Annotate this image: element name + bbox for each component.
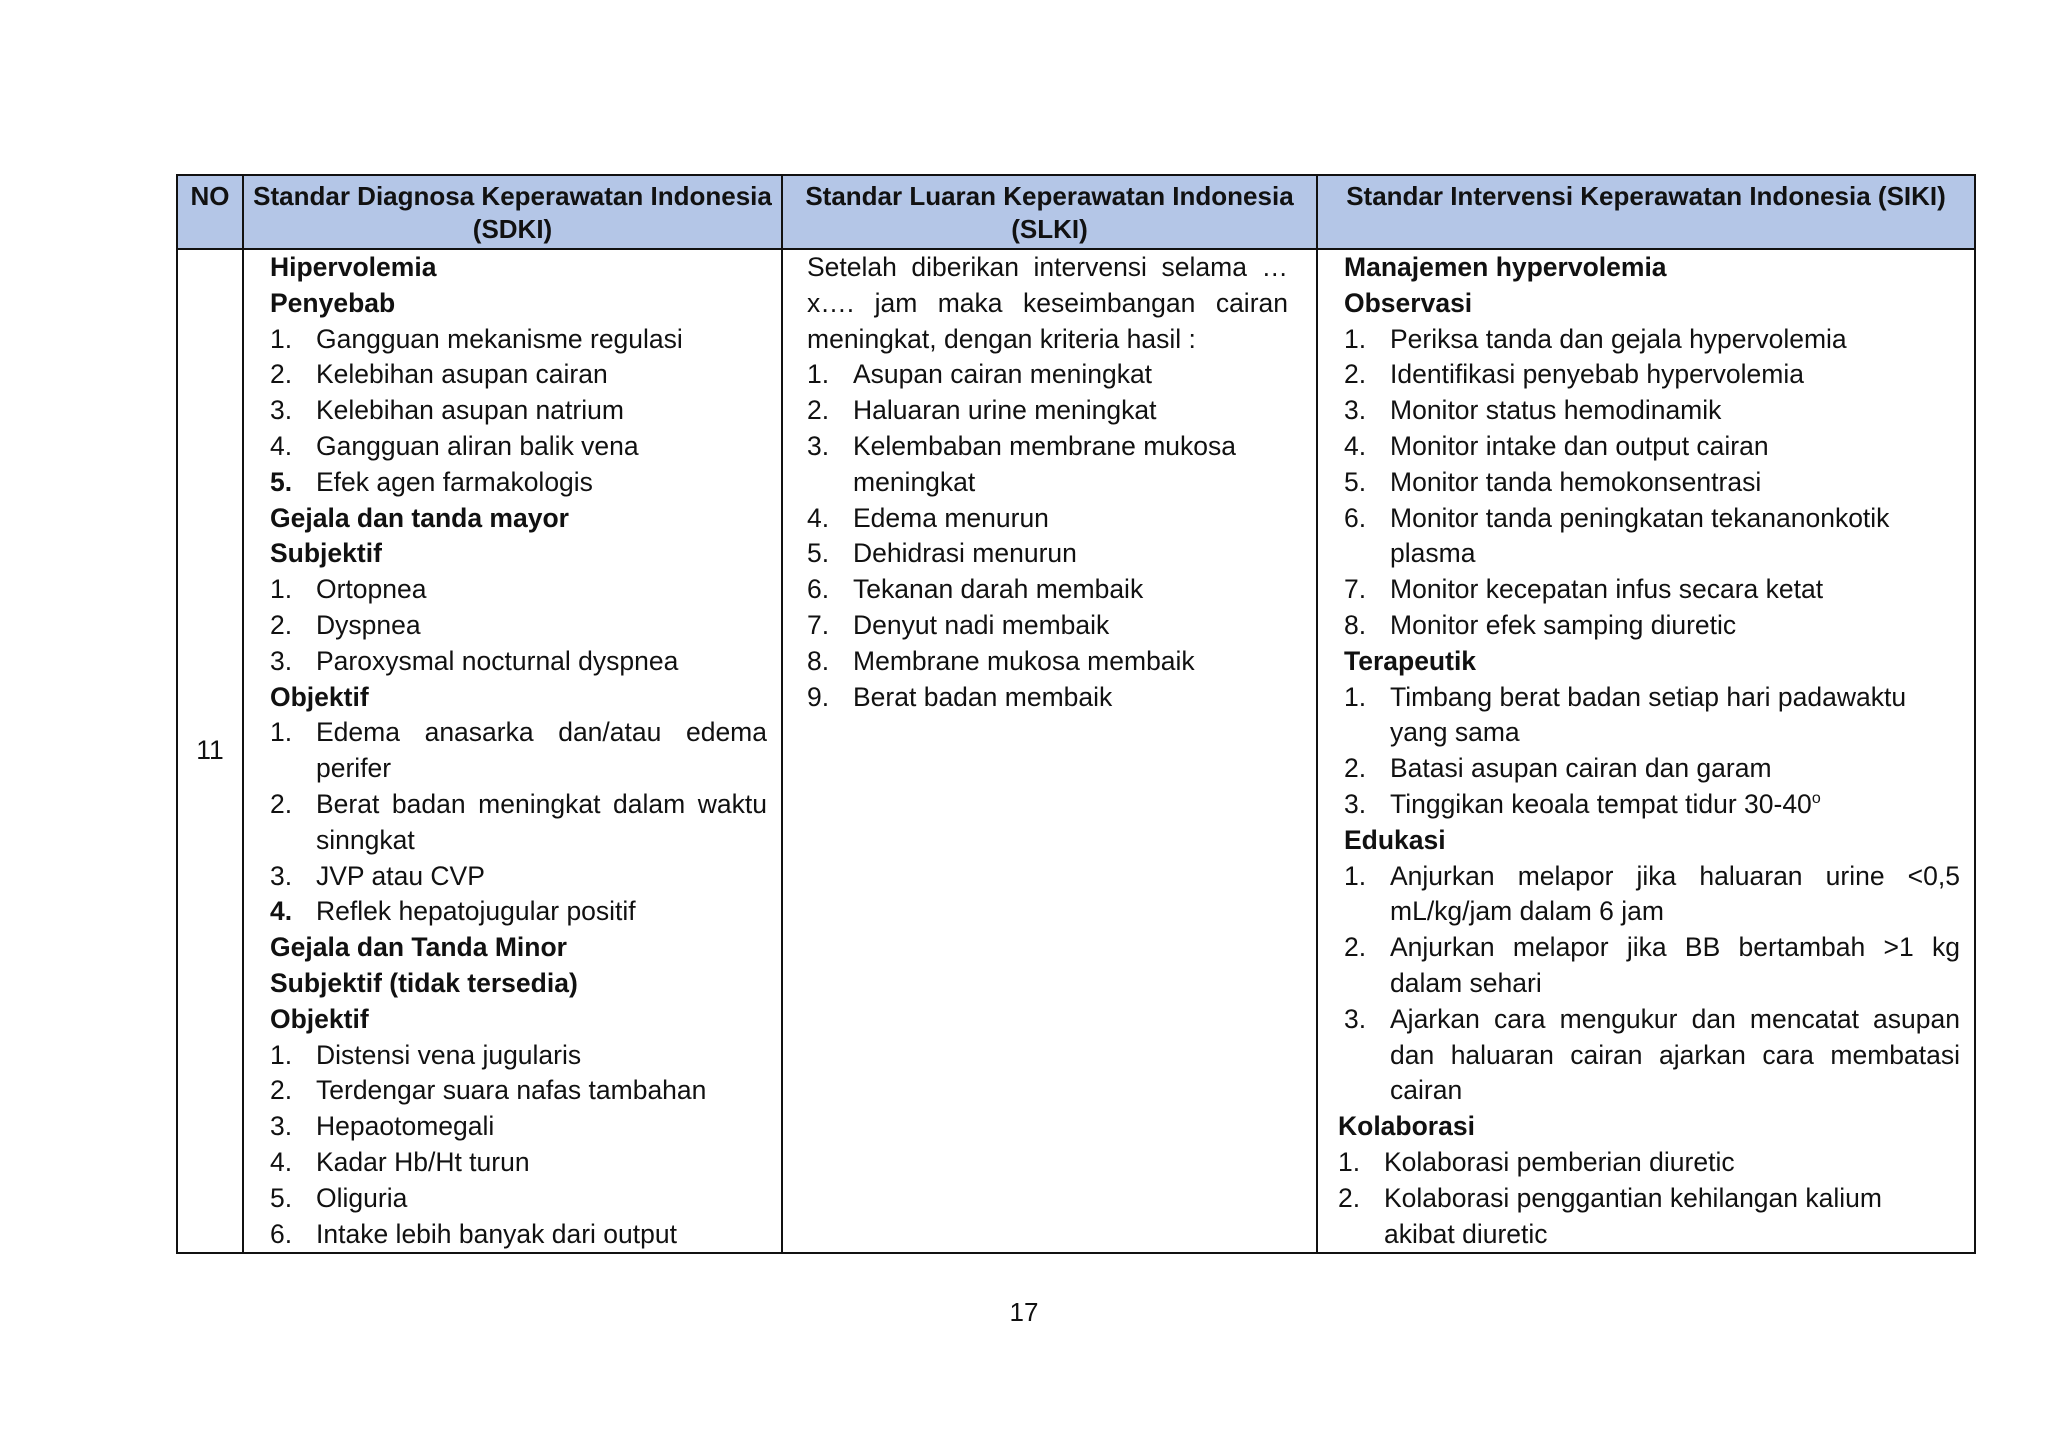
list-item-text — [1390, 859, 1960, 931]
list-item-text — [316, 1038, 767, 1074]
header-sdki: Standar Diagnosa Keperawatan Indonesia (SDKI) — [243, 175, 782, 249]
page-number: 17 — [1009, 1297, 1039, 1327]
list-item-number: 1. — [1344, 860, 1367, 891]
list-item-number: 2. — [270, 1075, 293, 1106]
list-item-number: 7. — [807, 609, 830, 640]
list-item-text — [1390, 393, 1960, 429]
list-item — [1344, 608, 1960, 644]
list-item-text-content: Terdengar suara nafas tambahan — [316, 1075, 707, 1106]
slki-cell — [782, 249, 1317, 1253]
list-item-number: 9. — [807, 681, 830, 712]
list-item-text — [853, 393, 1288, 429]
list-item-text-content: Periksa tanda dan gejala hypervolemia — [1390, 323, 1847, 354]
list-item — [807, 608, 1288, 644]
list-item-text-content: Identifikasi penyebab hypervolemia — [1390, 359, 1804, 390]
list-item-text — [316, 644, 767, 680]
sdki-cell — [243, 249, 782, 1253]
list-item — [270, 393, 767, 429]
list-item-text — [1390, 322, 1960, 358]
list-item — [1344, 465, 1960, 501]
list-item-number: 4. — [807, 502, 830, 533]
list-item-text — [316, 357, 767, 393]
list-item — [1344, 357, 1960, 393]
list-item-text-content: Tekanan darah membaik — [853, 574, 1144, 605]
observasi-heading: Observasi — [1344, 287, 1473, 318]
mayor-heading: Gejala dan tanda mayor — [270, 502, 569, 533]
list-item-text-content: Gangguan mekanisme regulasi — [316, 323, 683, 354]
list-item-text — [1390, 429, 1960, 465]
list-item-text-content: Monitor intake dan output cairan — [1390, 430, 1769, 461]
list-item — [807, 536, 1288, 572]
slki-intro: Setelah diberikan intervensi selama …x…. jam maka keseimbangan cairan meningkat, dengan kriteria hasil : — [807, 252, 1288, 354]
minor-objektif-list — [270, 1038, 767, 1253]
mayor-objektif-list — [270, 715, 767, 930]
list-item — [1338, 1181, 1960, 1253]
list-item-text — [1390, 751, 1960, 787]
list-item-number: 5. — [270, 1182, 293, 1213]
list-item-number: 2. — [1344, 932, 1367, 963]
list-item-number: 3. — [807, 430, 830, 461]
list-item — [807, 393, 1288, 429]
header-no: NO — [177, 175, 243, 249]
list-item-number: 2. — [1344, 359, 1367, 390]
list-item-number: 7. — [1344, 574, 1367, 605]
list-item — [270, 608, 767, 644]
list-item-number: 6. — [1344, 502, 1367, 533]
list-item-number: 3. — [270, 395, 293, 426]
terapeutik-heading: Terapeutik — [1344, 645, 1477, 676]
list-item-text — [1390, 572, 1960, 608]
list-item — [270, 322, 767, 358]
list-item — [1344, 429, 1960, 465]
list-item-text-content: Monitor efek samping diuretic — [1390, 609, 1737, 640]
list-item-text — [316, 787, 767, 859]
list-item-number: 4. — [270, 896, 293, 927]
list-item — [270, 894, 767, 930]
list-item — [1344, 501, 1960, 573]
list-item-number: 2. — [270, 359, 293, 390]
slki-criteria-list — [807, 357, 1288, 715]
list-item-text — [316, 859, 767, 895]
list-item — [270, 429, 767, 465]
list-item-text-content: Efek agen farmakologis — [316, 466, 593, 497]
edukasi-list — [1344, 859, 1960, 1110]
list-item-text — [1390, 357, 1960, 393]
list-item-text-content: Anjurkan melapor jika BB bertambah >1 kg dalam sehari — [1390, 932, 1960, 998]
list-item-text — [1390, 787, 1960, 823]
list-item-text — [316, 894, 767, 930]
list-item-text — [853, 644, 1288, 680]
list-item — [270, 1073, 767, 1109]
list-item — [270, 572, 767, 608]
list-item-number: 1. — [270, 574, 293, 605]
sdki-title: Hipervolemia — [270, 252, 437, 282]
terapeutik-list — [1344, 680, 1960, 823]
list-item-text — [316, 1109, 767, 1145]
row-number: 11 — [177, 249, 243, 1253]
kolaborasi-list — [1338, 1145, 1960, 1252]
list-item-text-content: Ajarkan cara mengukur dan mencatat asupan dan haluaran cairan ajarkan cara membatasi cairan — [1390, 1003, 1960, 1106]
list-item — [807, 572, 1288, 608]
list-item-number: 3. — [270, 860, 293, 891]
list-item — [270, 357, 767, 393]
list-item-text-content: Membrane mukosa membaik — [853, 645, 1195, 676]
list-item — [807, 644, 1288, 680]
list-item-text — [853, 357, 1288, 393]
list-item-text — [316, 1073, 767, 1109]
list-item-text-content: Tinggikan keoala tempat tidur 30-40 — [1390, 788, 1812, 819]
list-item-text — [853, 608, 1288, 644]
list-item — [1344, 859, 1960, 931]
list-item-text — [316, 1217, 767, 1253]
list-item-text-content: Distensi vena jugularis — [316, 1039, 582, 1070]
list-item-text — [316, 393, 767, 429]
list-item-number: 1. — [1338, 1146, 1361, 1177]
list-item — [807, 429, 1288, 501]
list-item-text-content: Kelebihan asupan cairan — [316, 359, 608, 390]
list-item-text-content: Monitor tanda peningkatan tekananonkotik plasma — [1390, 502, 1890, 569]
list-item-text-content: Edema anasarka dan/atau edema perifer — [316, 717, 767, 784]
penyebab-heading: Penyebab — [270, 287, 396, 318]
list-item-number: 3. — [1344, 395, 1367, 426]
table-header-row — [177, 175, 1975, 249]
penyebab-list — [270, 322, 767, 501]
superscript: o — [1811, 790, 1821, 808]
table-row — [177, 249, 1975, 1253]
list-item — [270, 715, 767, 787]
list-item-number: 3. — [1344, 1003, 1367, 1034]
list-item — [270, 1217, 767, 1253]
list-item — [270, 1181, 767, 1217]
list-item-text — [1390, 501, 1960, 573]
list-item-text-content: Berat badan meningkat dalam waktu sinngkat — [316, 788, 767, 855]
list-item-text — [853, 680, 1288, 716]
list-item — [1344, 393, 1960, 429]
list-item — [270, 787, 767, 859]
list-item-number: 4. — [270, 1146, 293, 1177]
list-item-text — [316, 429, 767, 465]
list-item-text-content: Monitor kecepatan infus secara ketat — [1390, 574, 1824, 605]
list-item-text — [853, 572, 1288, 608]
mayor-subjektif-list — [270, 572, 767, 679]
siki-title: Manajemen hypervolemia — [1344, 252, 1667, 282]
list-item-number: 8. — [807, 645, 830, 676]
list-item-number: 2. — [270, 609, 293, 640]
list-item-text-content: JVP atau CVP — [316, 860, 485, 891]
header-siki: Standar Intervensi Keperawatan Indonesia (SIKI) — [1317, 175, 1975, 249]
list-item — [1344, 1002, 1960, 1109]
list-item-number: 1. — [270, 717, 293, 748]
list-item-text — [316, 715, 767, 787]
list-item-number: 6. — [807, 574, 830, 605]
list-item — [1344, 751, 1960, 787]
list-item-number: 2. — [1344, 753, 1367, 784]
list-item — [807, 357, 1288, 393]
list-item-number: 2. — [270, 788, 293, 819]
list-item-text-content: Ortopnea — [316, 574, 427, 605]
minor-heading: Gejala dan Tanda Minor — [270, 932, 567, 963]
minor-objektif-heading: Objektif — [270, 1003, 369, 1034]
list-item-number: 2. — [1338, 1182, 1361, 1213]
nursing-standards-table — [176, 174, 1976, 1254]
list-item-text-content: Intake lebih banyak dari output — [316, 1218, 677, 1249]
list-item-text-content: Asupan cairan meningkat — [853, 359, 1153, 390]
list-item-number: 1. — [807, 359, 830, 390]
list-item-text — [1384, 1145, 1960, 1181]
list-item-text — [853, 429, 1288, 501]
list-item — [270, 1145, 767, 1181]
list-item — [1344, 680, 1960, 752]
mayor-subjektif-heading: Subjektif — [270, 538, 382, 569]
list-item-number: 1. — [1344, 323, 1367, 354]
edukasi-heading: Edukasi — [1344, 824, 1446, 855]
list-item — [807, 501, 1288, 537]
list-item-number: 8. — [1344, 609, 1367, 640]
mayor-objektif-heading: Objektif — [270, 681, 369, 712]
list-item-text — [316, 1181, 767, 1217]
list-item-number: 1. — [270, 323, 293, 354]
list-item-text — [1390, 465, 1960, 501]
list-item-text — [853, 536, 1288, 572]
list-item — [270, 859, 767, 895]
list-item-text-content: Kelebihan asupan natrium — [316, 395, 624, 426]
minor-subjektif-heading: Subjektif (tidak tersedia) — [270, 967, 578, 998]
list-item-text — [1384, 1181, 1960, 1253]
siki-cell — [1317, 249, 1975, 1253]
observasi-list — [1344, 322, 1960, 644]
list-item-text-content: Oliguria — [316, 1182, 408, 1213]
list-item-text — [316, 322, 767, 358]
list-item — [270, 1109, 767, 1145]
list-item-number: 6. — [270, 1218, 293, 1249]
list-item — [807, 680, 1288, 716]
list-item-text-content: Hepaotomegali — [316, 1111, 495, 1142]
list-item-text — [316, 608, 767, 644]
header-slki: Standar Luaran Keperawatan Indonesia (SLKI) — [782, 175, 1317, 249]
list-item-text-content: Monitor tanda hemokonsentrasi — [1390, 466, 1762, 497]
list-item-number: 1. — [1344, 681, 1367, 712]
list-item-text — [316, 465, 767, 501]
list-item-number: 5. — [1344, 466, 1367, 497]
list-item — [1344, 572, 1960, 608]
list-item-text — [853, 501, 1288, 537]
list-item — [1344, 787, 1960, 823]
list-item-text-content: Timbang berat badan setiap hari padawaktu yang sama — [1390, 681, 1907, 748]
list-item — [1344, 930, 1960, 1002]
list-item-number: 2. — [807, 395, 830, 426]
list-item-text-content: Kolaborasi penggantian kehilangan kalium akibat diuretic — [1384, 1182, 1882, 1249]
list-item-text — [1390, 930, 1960, 1002]
list-item-number: 3. — [270, 645, 293, 676]
list-item-text — [316, 1145, 767, 1181]
list-item-text-content: Haluaran urine meningkat — [853, 395, 1157, 426]
list-item — [1338, 1145, 1960, 1181]
list-item-text — [1390, 608, 1960, 644]
list-item-text-content: Denyut nadi membaik — [853, 609, 1110, 640]
list-item-text-content: Monitor status hemodinamik — [1390, 395, 1722, 426]
list-item-text-content: Batasi asupan cairan dan garam — [1390, 753, 1772, 784]
list-item-text-content: Reflek hepatojugular positif — [316, 896, 636, 927]
list-item — [270, 1038, 767, 1074]
list-item — [270, 644, 767, 680]
list-item-number: 4. — [1344, 430, 1367, 461]
list-item-text-content: Dyspnea — [316, 609, 421, 640]
list-item-text — [1390, 1002, 1960, 1109]
list-item-text-content: Gangguan aliran balik vena — [316, 430, 639, 461]
list-item — [270, 465, 767, 501]
list-item-text-content: Anjurkan melapor jika haluaran urine <0,5 mL/kg/jam dalam 6 jam — [1390, 860, 1960, 927]
list-item-text-content: Paroxysmal nocturnal dyspnea — [316, 645, 679, 676]
list-item-number: 5. — [270, 466, 293, 497]
list-item-text — [316, 572, 767, 608]
list-item-number: 4. — [270, 430, 293, 461]
list-item-text-content: Berat badan membaik — [853, 681, 1113, 712]
list-item — [1344, 322, 1960, 358]
kolaborasi-heading: Kolaborasi — [1338, 1111, 1475, 1142]
list-item-text-content: Edema menurun — [853, 502, 1049, 533]
list-item-text — [1390, 680, 1960, 752]
list-item-number: 3. — [270, 1111, 293, 1142]
list-item-number: 3. — [1344, 788, 1367, 819]
list-item-number: 5. — [807, 538, 830, 569]
list-item-text-content: Kadar Hb/Ht turun — [316, 1146, 530, 1177]
list-item-text-content: Dehidrasi menurun — [853, 538, 1077, 569]
list-item-text-content: Kelembaban membrane mukosa meningkat — [853, 430, 1236, 497]
list-item-number: 1. — [270, 1039, 293, 1070]
list-item-text-content: Kolaborasi pemberian diuretic — [1384, 1146, 1735, 1177]
